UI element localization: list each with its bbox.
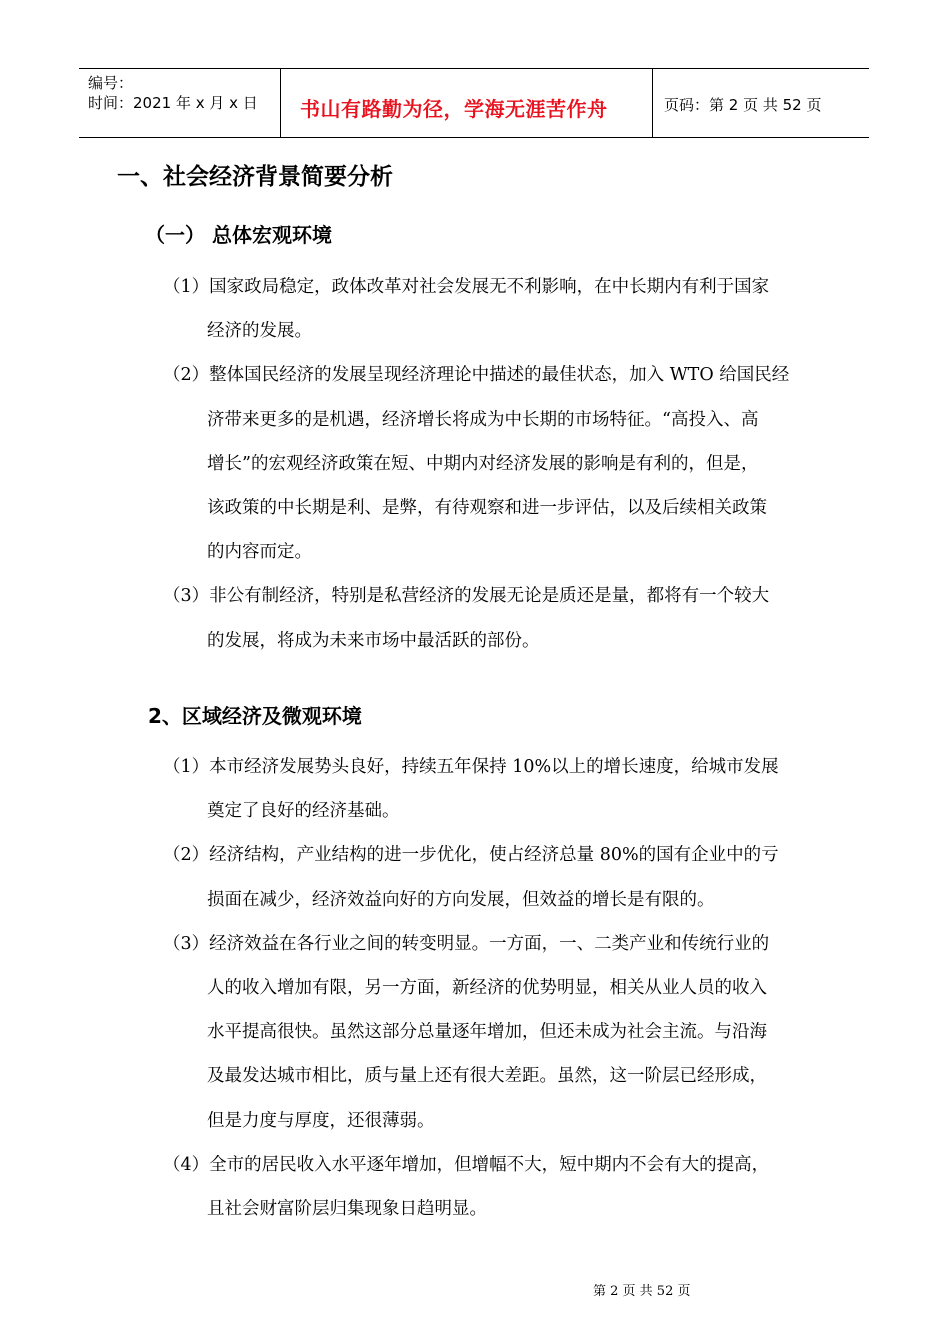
section2-title: 2、区域经济及微观环境 bbox=[148, 704, 362, 728]
header-page-cell bbox=[653, 69, 869, 137]
list-item-continuation: 经济的发展。 bbox=[207, 321, 312, 342]
list-item-continuation: 济带来更多的是机遇，经济增长将成为中长期的市场特征。“高投入、高 bbox=[207, 409, 759, 430]
list-item-continuation: 的内容而定。 bbox=[207, 542, 312, 563]
section1-title: （一） 总体宏观环境 bbox=[145, 223, 332, 247]
list-item: （3）经济效益在各行业之间的转变明显。一方面，一、二类产业和传统行业的 bbox=[163, 933, 770, 954]
list-item-continuation: 及最发达城市相比，质与量上还有很大差距。虽然，这一阶层已经形成， bbox=[207, 1066, 767, 1087]
main-heading: 一、社会经济背景简要分析 bbox=[117, 164, 393, 190]
time-label: 时间：2021 年 x 月 x 日 bbox=[88, 94, 258, 112]
list-item: （1）本市经济发展势头良好，持续五年保持 10%以上的增长速度，给城市发展 bbox=[163, 757, 779, 777]
list-item-continuation: 该政策的中长期是利、是弊，有待观察和进一步评估，以及后续相关政策 bbox=[207, 498, 767, 518]
list-item-continuation: 但是力度与厚度，还很薄弱。 bbox=[207, 1110, 435, 1131]
list-item: （2）整体国民经济的发展呈现经济理论中描述的最佳状态，加入 WTO 给国民经 bbox=[163, 365, 790, 386]
document-header bbox=[79, 68, 869, 138]
header-meta-cell bbox=[79, 69, 281, 137]
list-item-continuation: 人的收入增加有限，另一方面，新经济的优势明显，相关从业人员的收入 bbox=[207, 978, 767, 998]
list-item: （1）国家政局稳定，政体改革对社会发展无不利影响，在中长期内有利于国家 bbox=[163, 277, 770, 297]
number-label: 编号： bbox=[88, 74, 134, 92]
list-item-continuation: 水平提高很快。虽然这部分总量逐年增加，但还未成为社会主流。与沿海 bbox=[207, 1022, 767, 1043]
list-item: （4）全市的居民收入水平逐年增加，但增幅不大，短中期内不会有大的提高， bbox=[163, 1154, 770, 1175]
header-motto-cell bbox=[281, 69, 653, 137]
list-item: （3）非公有制经济，特别是私营经济的发展无论是质还是量，都将有一个较大 bbox=[163, 586, 770, 607]
list-item-continuation: 的发展，将成为未来市场中最活跃的部份。 bbox=[207, 630, 540, 651]
list-item-continuation: 增长”的宏观经济政策在短、中期内对经济发展的影响是有利的，但是， bbox=[207, 453, 759, 474]
page-indicator: 页码：第 2 页 共 52 页 bbox=[664, 96, 822, 114]
page-footer: 第 2 页 共 52 页 bbox=[593, 1284, 691, 1299]
list-item-continuation: 损面在减少，经济效益向好的方向发展，但效益的增长是有限的。 bbox=[207, 889, 715, 910]
list-item-continuation: 且社会财富阶层归集现象日趋明显。 bbox=[207, 1199, 487, 1219]
list-item-continuation: 奠定了良好的经济基础。 bbox=[207, 801, 400, 822]
list-item: （2）经济结构，产业结构的进一步优化，使占经济总量 80%的国有企业中的亏 bbox=[163, 845, 779, 866]
motto-text: 书山有路勤为径，学海无涯苦作舟 bbox=[300, 97, 608, 121]
